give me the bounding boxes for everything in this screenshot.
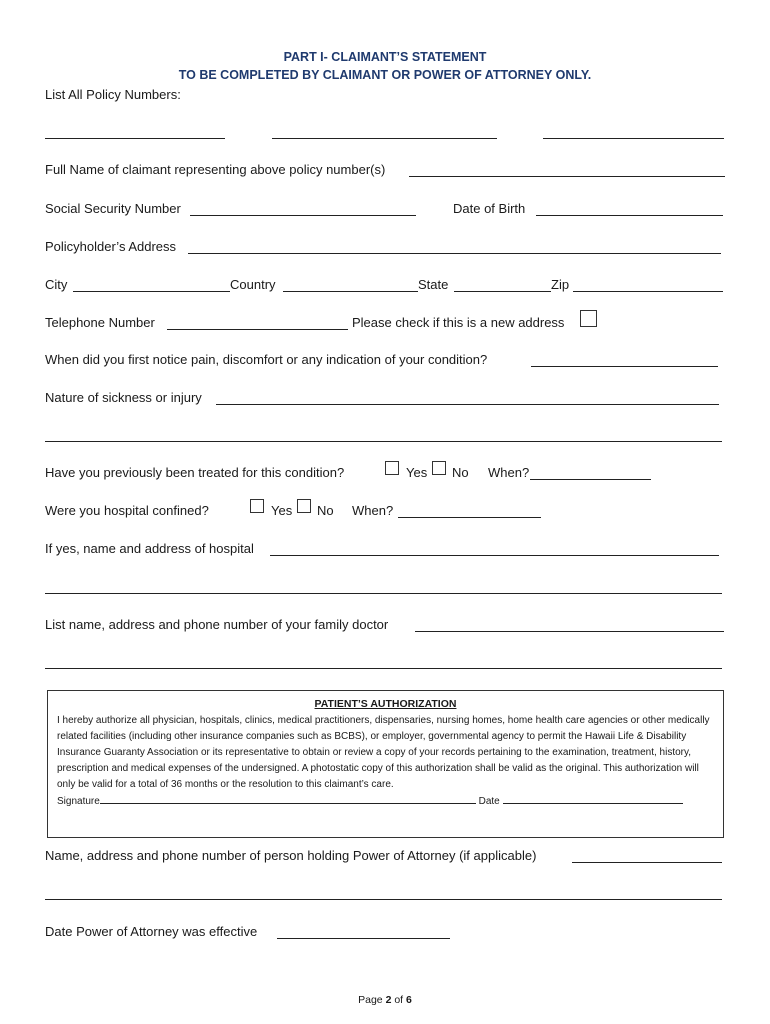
page-prefix: Page (358, 994, 383, 1006)
auth-date-label: Date (478, 796, 500, 807)
page-total: 6 (406, 994, 412, 1006)
confined-no-label: No (317, 503, 334, 518)
policy-number-field-2[interactable] (272, 138, 497, 139)
poa-holder-field-continued[interactable] (45, 899, 722, 900)
new-address-label: Please check if this is a new address (352, 315, 565, 330)
address-field[interactable] (188, 253, 721, 254)
address-label: Policyholder’s Address (45, 239, 177, 254)
poa-holder-label: Name, address and phone number of person holding Power of Attorney (if applicable) (45, 848, 537, 863)
confined-no-checkbox[interactable] (297, 499, 311, 513)
first-notice-field[interactable] (531, 366, 718, 367)
policy-number-field-3[interactable] (543, 138, 724, 139)
ssn-field[interactable] (190, 215, 416, 216)
authorization-body: I hereby authorize all physician, hospitals, clinics, medical practitioners, dispensaries, nursing homes, home health care agencies or other medically related facilities (including other insurance companies such as BCBS), or employer, governmental agency to permit the Hawaii Life & Disability Insurance Guaranty Association or its representative to obtain or review a copy of your records pertaining to the examination, treatment, history, prescription and medical expenses of the undersigned. A photostatic copy of this authorization shall be valid as the original. This authorization will only be valid for a total of 36 months or the resolution to this claimant’s care. (57, 715, 710, 790)
family-doctor-field-continued[interactable] (45, 668, 722, 669)
page-number (0, 994, 770, 1006)
treated-no-checkbox[interactable] (432, 461, 446, 475)
telephone-label: Telephone Number (45, 315, 155, 330)
hospital-name-label: If yes, name and address of hospital (45, 541, 254, 556)
signature-field[interactable] (100, 793, 476, 804)
confined-yes-checkbox[interactable] (250, 499, 264, 513)
policy-number-field-1[interactable] (45, 138, 225, 139)
city-label: City (45, 277, 68, 292)
treated-when-field[interactable] (530, 479, 651, 480)
page-of: of (394, 994, 404, 1006)
confined-when-label: When? (352, 503, 394, 518)
first-notice-label: When did you first notice pain, discomfort or any indication of your condition? (45, 352, 488, 367)
nature-field[interactable] (216, 404, 719, 405)
form-subtitle: TO BE COMPLETED BY CLAIMANT OR POWER OF ATTORNEY ONLY. (178, 68, 592, 82)
treated-label: Have you previously been treated for this condition? (45, 465, 345, 480)
family-doctor-field[interactable] (415, 631, 724, 632)
auth-date-field[interactable] (503, 793, 683, 804)
treated-when-label: When? (488, 465, 530, 480)
form-title: PART I- CLAIMANT’S STATEMENT (283, 50, 487, 64)
zip-label: Zip (551, 277, 570, 292)
city-field[interactable] (73, 291, 230, 292)
family-doctor-label: List name, address and phone number of your family doctor (45, 617, 389, 632)
poa-date-field[interactable] (277, 938, 450, 939)
state-field[interactable] (454, 291, 551, 292)
ssn-label: Social Security Number (45, 201, 181, 216)
treated-yes-checkbox[interactable] (385, 461, 399, 475)
country-field[interactable] (283, 291, 418, 292)
country-label: Country (230, 277, 276, 292)
confined-yes-label: Yes (271, 503, 293, 518)
treated-no-label: No (452, 465, 469, 480)
authorization-title: PATIENT’S AUTHORIZATION (314, 698, 457, 710)
page-current: 2 (385, 994, 392, 1006)
nature-label: Nature of sickness or injury (45, 390, 202, 405)
new-address-checkbox[interactable] (580, 310, 597, 327)
state-label: State (418, 277, 449, 292)
telephone-field[interactable] (167, 329, 348, 330)
zip-field[interactable] (573, 291, 723, 292)
authorization-text (57, 713, 717, 810)
hospital-confined-label: Were you hospital confined? (45, 503, 209, 518)
full-name-label: Full Name of claimant representing above policy number(s) (45, 162, 386, 177)
dob-label: Date of Birth (453, 201, 526, 216)
hospital-name-field[interactable] (270, 555, 719, 556)
full-name-field[interactable] (409, 176, 725, 177)
nature-field-continued[interactable] (45, 441, 722, 442)
treated-yes-label: Yes (406, 465, 428, 480)
confined-when-field[interactable] (398, 517, 541, 518)
authorization-box (47, 690, 724, 838)
dob-field[interactable] (536, 215, 723, 216)
policy-numbers-label: List All Policy Numbers: (45, 87, 181, 102)
hospital-name-field-continued[interactable] (45, 593, 722, 594)
poa-holder-field[interactable] (572, 862, 722, 863)
signature-label: Signature (57, 796, 100, 807)
poa-date-label: Date Power of Attorney was effective (45, 924, 258, 939)
